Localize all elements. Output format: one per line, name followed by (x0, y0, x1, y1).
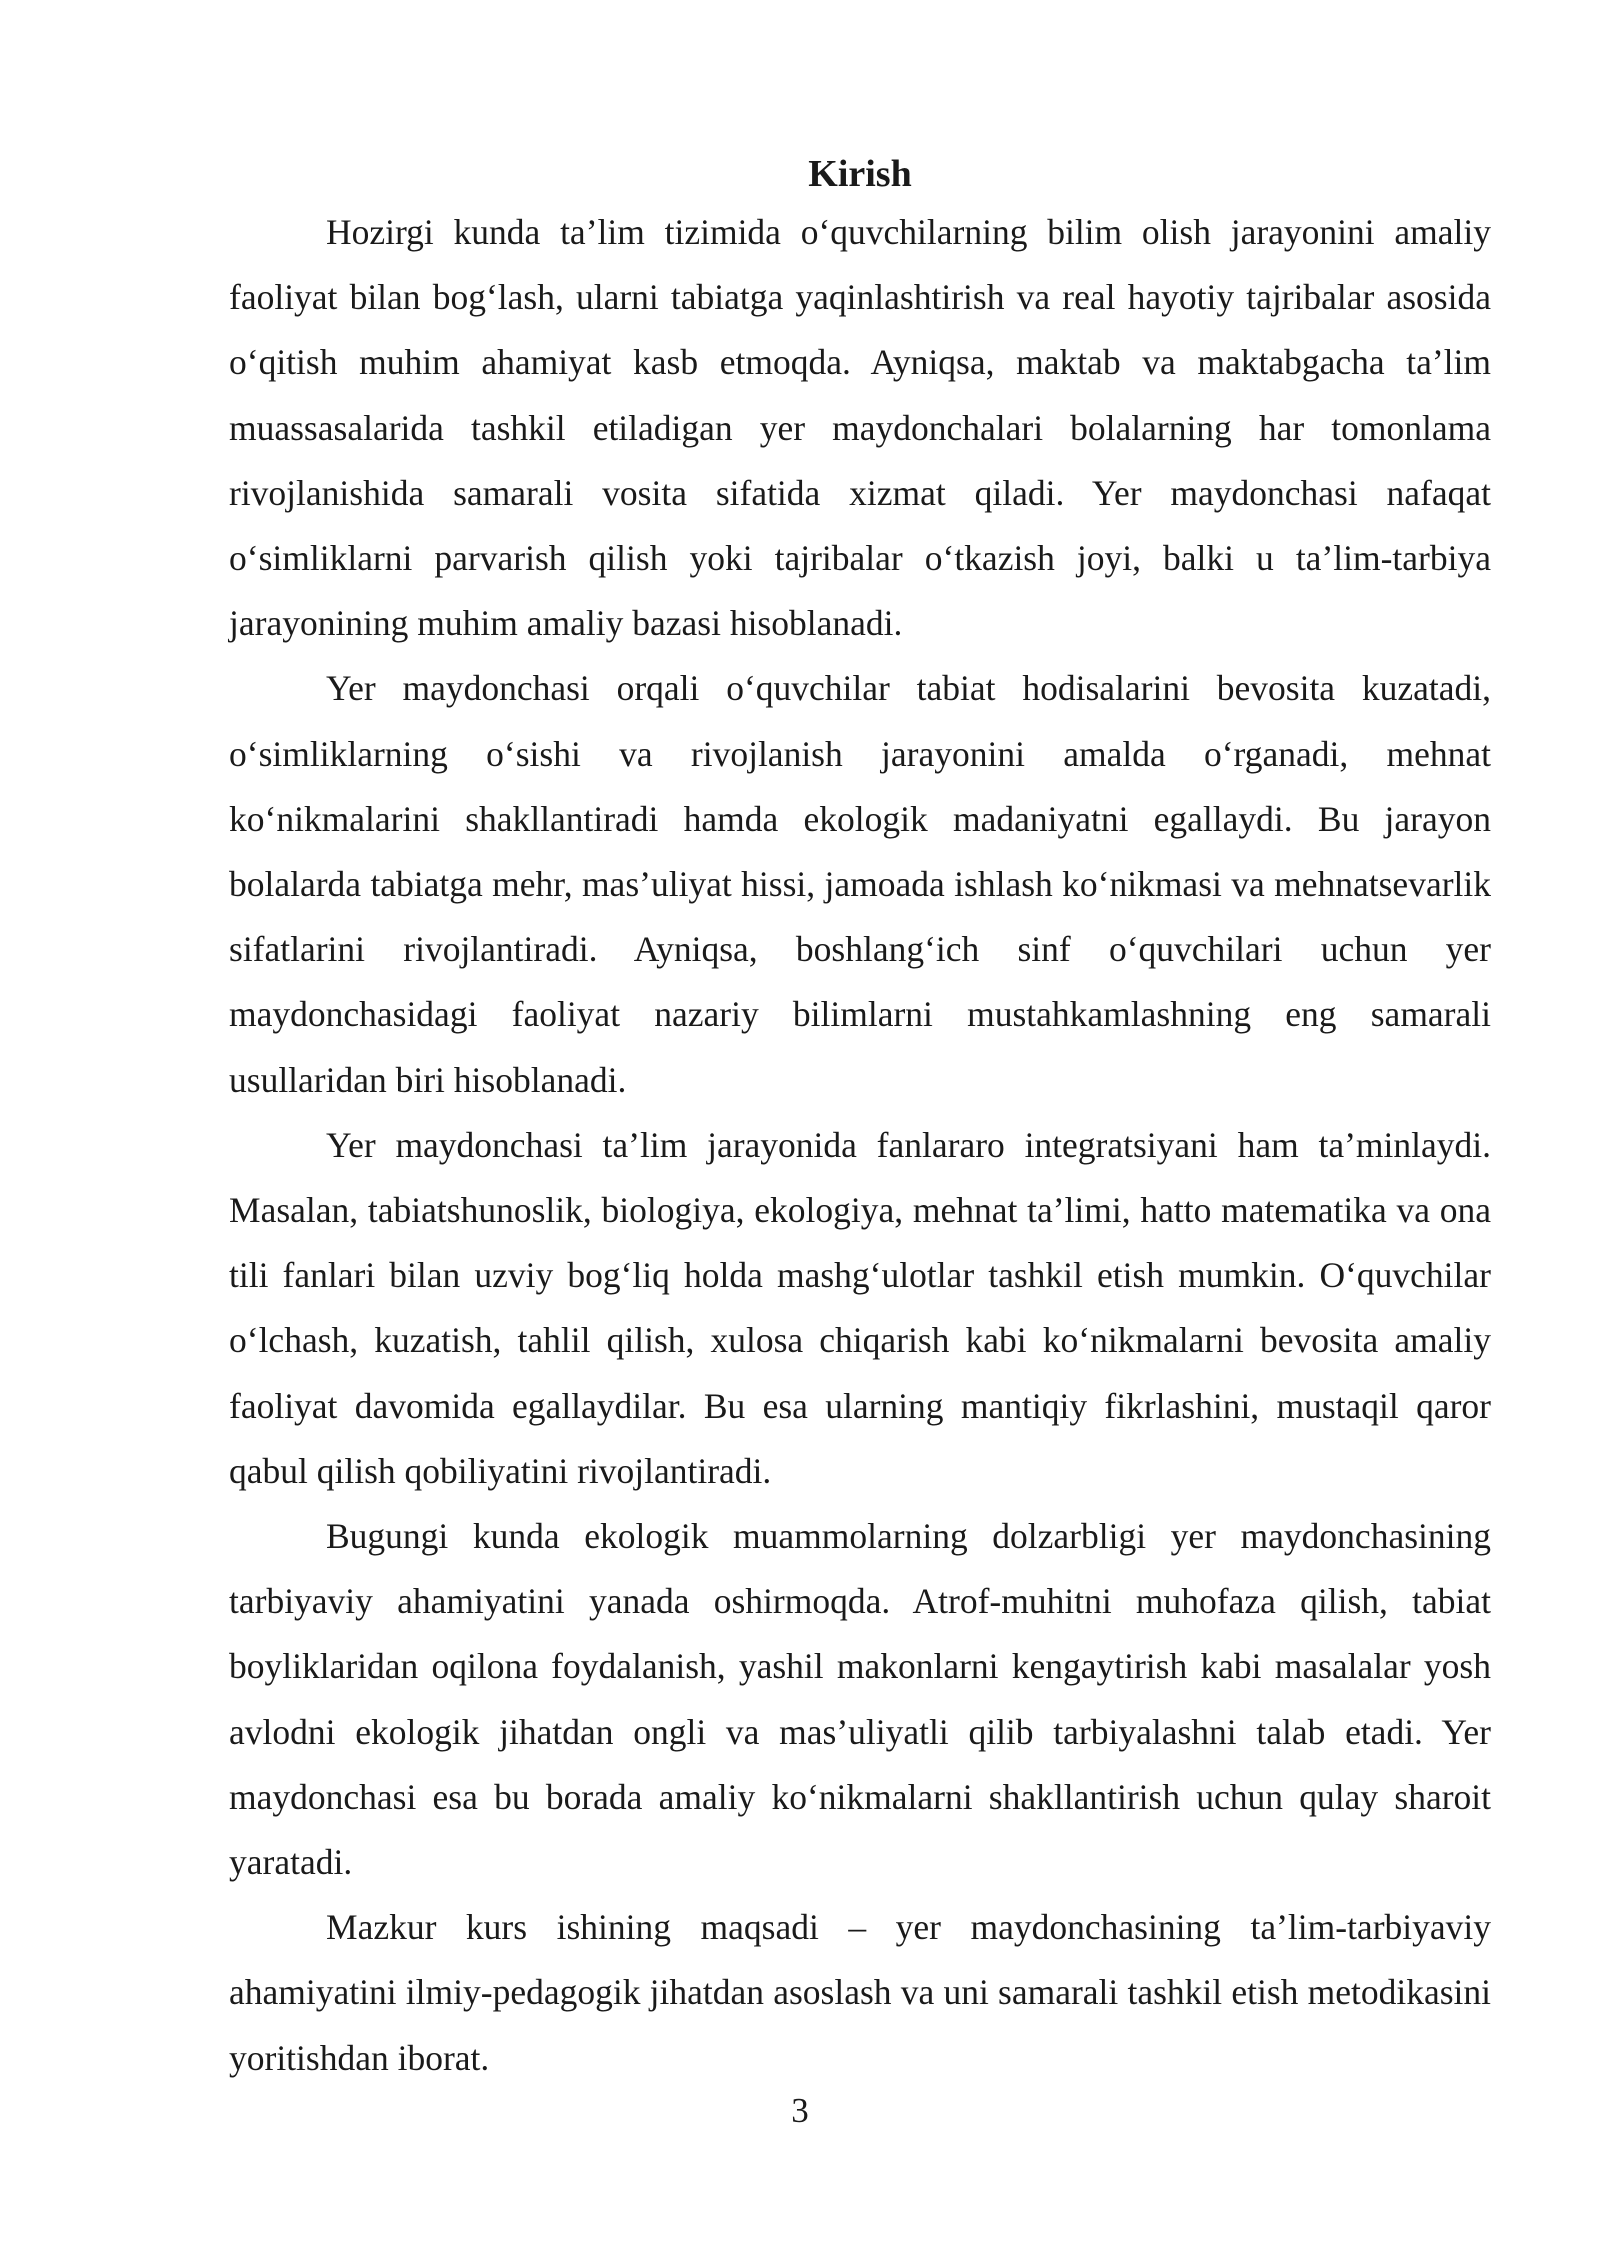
paragraph-5: Mazkur kurs ishining maqsadi – yer maydonchasining ta’lim-tarbiyaviy ahamiyatini ilmiy-pedagogik jihatdan asoslash va uni samarali tashkil etish metodikasini yoritishdan iborat. (229, 1907, 1491, 2078)
paragraph-2: Yer maydonchasi orqali o‘quvchilar tabiat hodisalarini bevosita kuzatadi, o‘simliklarning o‘sishi va rivojlanish jarayonini amalda o‘rganadi, mehnat ko‘nikmalarini shakllantiradi hamda ekologik madaniyatni egallaydi. Bu jarayon bolalarda tabiatga mehr, mas’uliyat hissi, jamoada ishlash ko‘nikmasi va mehnatsevarlik sifatlarini rivojlantiradi. Ayniqsa, boshlang‘ich sinf o‘quvchilari uchun yer maydonchasidagi faoliyat nazariy bilimlarni mustahkamlashning eng samarali usullaridan biri hisoblanadi. (229, 668, 1491, 1100)
paragraph-1: Hozirgi kunda ta’lim tizimida o‘quvchilarning bilim olish jarayonini amaliy faoliyat bilan bog‘lash, ularni tabiatga yaqinlashtirish va real hayotiy tajribalar asosida o‘qitish muhim ahamiyat kasb etmoqda. Ayniqsa, maktab va maktabgacha ta’lim muassasalarida tashkil etiladigan yer maydonchalari bolalarning har tomonlama rivojlanishida samarali vosita sifatida xizmat qiladi. Yer maydonchasi nafaqat o‘simliklarni parvarish qilish yoki tajribalar o‘tkazish joyi, balki u ta’lim-tarbiya jarayonining muhim amaliy bazasi hisoblanadi. (229, 212, 1491, 644)
section-title: Kirish (808, 153, 912, 195)
paragraph-4: Bugungi kunda ekologik muammolarning dolzarbligi yer maydonchasining tarbiyaviy ahamiyatini yanada oshirmoqda. Atrof-muhitni muhofaza qilish, tabiat boyliklaridan oqilona foydalanish, yashil makonlarni kengaytirish kabi masalalar yosh avlodni ekologik jihatdan ongli va mas’uliyatli qilib tarbiyalashni talab etadi. Yer maydonchasi esa bu borada amaliy ko‘nikmalarni shakllantirish uchun qulay sharoit yaratadi. (229, 1516, 1491, 1883)
page-content (229, 148, 1491, 2091)
paragraph-3: Yer maydonchasi ta’lim jarayonida fanlararo integratsiyani ham ta’minlaydi. Masalan, tabiatshunoslik, biologiya, ekologiya, mehnat ta’limi, hatto matematika va ona tili fanlari bilan uzviy bog‘liq holda mashg‘ulotlar tashkil etish mumkin. O‘quvchilar o‘lchash, kuzatish, tahlil qilish, xulosa chiqarish kabi ko‘nikmalarni bevosita amaliy faoliyat davomida egallaydilar. Bu esa ularning mantiqiy fikrlashini, mustaqil qaror qabul qilish qobiliyatini rivojlantiradi. (229, 1124, 1491, 1491)
page-number: 3 (791, 2091, 809, 2130)
